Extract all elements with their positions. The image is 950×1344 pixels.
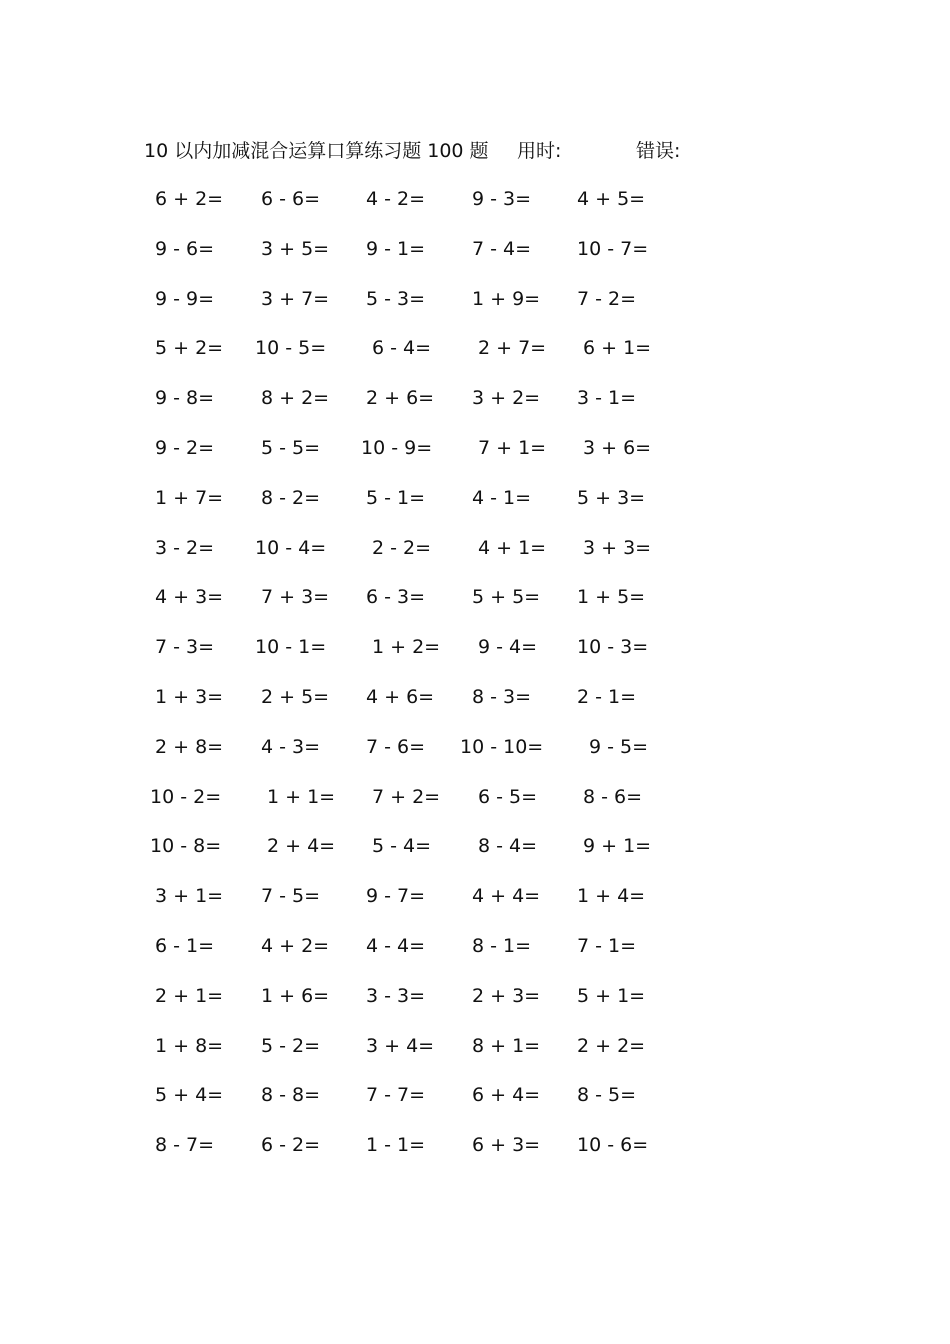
errors-label: 错误: — [636, 140, 681, 162]
problem-item: 3 + 5= — [261, 237, 330, 260]
problem-item: 5 - 1= — [366, 486, 426, 509]
problem-item: 2 - 1= — [577, 685, 637, 708]
problem-item: 3 + 4= — [366, 1034, 435, 1057]
problem-item: 7 - 7= — [366, 1084, 426, 1107]
problem-row — [0, 931, 950, 981]
worksheet-header — [0, 137, 950, 165]
problem-item: 1 - 1= — [366, 1134, 426, 1157]
problem-item: 4 + 1= — [478, 536, 547, 559]
problem-item: 9 - 3= — [472, 188, 532, 210]
problem-item: 5 + 1= — [577, 984, 646, 1007]
problem-item: 2 - 2= — [372, 536, 432, 559]
problem-item: 9 - 9= — [155, 287, 215, 310]
problem-item: 4 + 2= — [261, 934, 330, 957]
problem-item: 3 - 3= — [366, 984, 426, 1007]
problem-item: 7 - 3= — [155, 636, 215, 659]
problem-item: 2 + 4= — [267, 835, 336, 858]
problem-item: 10 - 1= — [255, 636, 327, 659]
problem-item: 7 - 5= — [261, 885, 321, 908]
worksheet-title: 10 以内加减混合运算口算练习题 100 题 — [144, 140, 489, 162]
problem-item: 10 - 2= — [150, 785, 222, 808]
problem-item: 6 - 4= — [372, 337, 432, 360]
problem-row — [0, 483, 950, 533]
problem-item: 3 - 1= — [577, 387, 637, 410]
problem-item: 4 + 6= — [366, 685, 435, 708]
problem-item: 5 - 2= — [261, 1034, 321, 1057]
problem-item: 9 - 7= — [366, 885, 426, 908]
problem-item: 4 + 5= — [577, 188, 646, 210]
problem-item: 1 + 5= — [577, 586, 646, 609]
problem-item: 3 + 6= — [583, 436, 652, 459]
problem-item: 2 + 5= — [261, 685, 330, 708]
problem-item: 8 - 8= — [261, 1084, 321, 1107]
problem-item: 6 + 2= — [155, 188, 224, 210]
problem-item: 1 + 3= — [155, 685, 224, 708]
problem-item: 1 + 4= — [577, 885, 646, 908]
problem-item: 2 + 7= — [478, 337, 547, 360]
problem-item: 7 - 6= — [366, 735, 426, 758]
problem-row — [0, 1130, 950, 1180]
problem-grid — [0, 184, 950, 1180]
problem-item: 8 - 5= — [577, 1084, 637, 1107]
problem-row — [0, 782, 950, 832]
problem-item: 6 - 2= — [261, 1134, 321, 1157]
problem-item: 4 + 4= — [472, 885, 541, 908]
problem-item: 8 - 6= — [583, 785, 643, 808]
problem-row — [0, 284, 950, 334]
problem-item: 10 - 10= — [460, 735, 544, 758]
problem-item: 5 - 4= — [372, 835, 432, 858]
problem-item: 6 + 1= — [583, 337, 652, 360]
problem-item: 8 - 7= — [155, 1134, 215, 1157]
problem-item: 7 + 2= — [372, 785, 441, 808]
problem-row — [0, 1080, 950, 1130]
problem-item: 3 + 7= — [261, 287, 330, 310]
problem-item: 1 + 2= — [372, 636, 441, 659]
problem-item: 2 + 6= — [366, 387, 435, 410]
problem-item: 1 + 8= — [155, 1034, 224, 1057]
problem-item: 9 - 5= — [589, 735, 649, 758]
problem-item: 7 - 2= — [577, 287, 637, 310]
problem-item: 8 - 4= — [478, 835, 538, 858]
problem-item: 8 - 3= — [472, 685, 532, 708]
problem-item: 10 - 5= — [255, 337, 327, 360]
problem-item: 5 + 3= — [577, 486, 646, 509]
problem-item: 4 - 2= — [366, 188, 426, 210]
problem-item: 3 + 2= — [472, 387, 541, 410]
problem-item: 4 - 1= — [472, 486, 532, 509]
problem-item: 3 + 3= — [583, 536, 652, 559]
problem-row — [0, 682, 950, 732]
problem-item: 8 - 1= — [472, 934, 532, 957]
problem-row — [0, 582, 950, 632]
problem-item: 4 - 3= — [261, 735, 321, 758]
problem-item: 8 + 1= — [472, 1034, 541, 1057]
problem-item: 5 - 5= — [261, 436, 321, 459]
problem-item: 1 + 1= — [267, 785, 336, 808]
problem-item: 9 - 1= — [366, 237, 426, 260]
problem-item: 2 + 3= — [472, 984, 541, 1007]
problem-item: 1 + 7= — [155, 486, 224, 509]
problem-item: 3 + 1= — [155, 885, 224, 908]
problem-item: 6 - 6= — [261, 188, 321, 210]
problem-item: 6 - 5= — [478, 785, 538, 808]
problem-row — [0, 881, 950, 931]
problem-item: 2 + 8= — [155, 735, 224, 758]
problem-item: 10 - 3= — [577, 636, 649, 659]
problem-item: 1 + 6= — [261, 984, 330, 1007]
problem-item: 6 - 1= — [155, 934, 215, 957]
problem-item: 6 + 3= — [472, 1134, 541, 1157]
time-used-label: 用时: — [517, 140, 562, 162]
problem-row — [0, 383, 950, 433]
problem-item: 2 + 2= — [577, 1034, 646, 1057]
problem-row — [0, 981, 950, 1031]
problem-row — [0, 1031, 950, 1081]
problem-row — [0, 433, 950, 483]
problem-item: 7 - 1= — [577, 934, 637, 957]
problem-item: 10 - 7= — [577, 237, 649, 260]
problem-item: 3 - 2= — [155, 536, 215, 559]
problem-item: 9 - 6= — [155, 237, 215, 260]
problem-item: 5 - 3= — [366, 287, 426, 310]
problem-row — [0, 234, 950, 284]
problem-item: 5 + 4= — [155, 1084, 224, 1107]
problem-row — [0, 184, 950, 234]
problem-row — [0, 632, 950, 682]
problem-item: 5 + 5= — [472, 586, 541, 609]
problem-item: 10 - 6= — [577, 1134, 649, 1157]
problem-item: 4 - 4= — [366, 934, 426, 957]
problem-item: 1 + 9= — [472, 287, 541, 310]
problem-item: 10 - 8= — [150, 835, 222, 858]
problem-item: 5 + 2= — [155, 337, 224, 360]
problem-item: 8 - 2= — [261, 486, 321, 509]
problem-item: 9 - 8= — [155, 387, 215, 410]
problem-item: 2 + 1= — [155, 984, 224, 1007]
problem-row — [0, 333, 950, 383]
problem-item: 10 - 4= — [255, 536, 327, 559]
problem-item: 8 + 2= — [261, 387, 330, 410]
problem-item: 4 + 3= — [155, 586, 224, 609]
problem-item: 7 + 1= — [478, 436, 547, 459]
problem-item: 7 + 3= — [261, 586, 330, 609]
problem-item: 10 - 9= — [361, 436, 433, 459]
problem-row — [0, 732, 950, 782]
problem-row — [0, 533, 950, 583]
problem-item: 7 - 4= — [472, 237, 532, 260]
problem-item: 6 + 4= — [472, 1084, 541, 1107]
problem-item: 9 + 1= — [583, 835, 652, 858]
problem-item: 6 - 3= — [366, 586, 426, 609]
problem-item: 9 - 2= — [155, 436, 215, 459]
problem-item: 9 - 4= — [478, 636, 538, 659]
problem-row — [0, 831, 950, 881]
